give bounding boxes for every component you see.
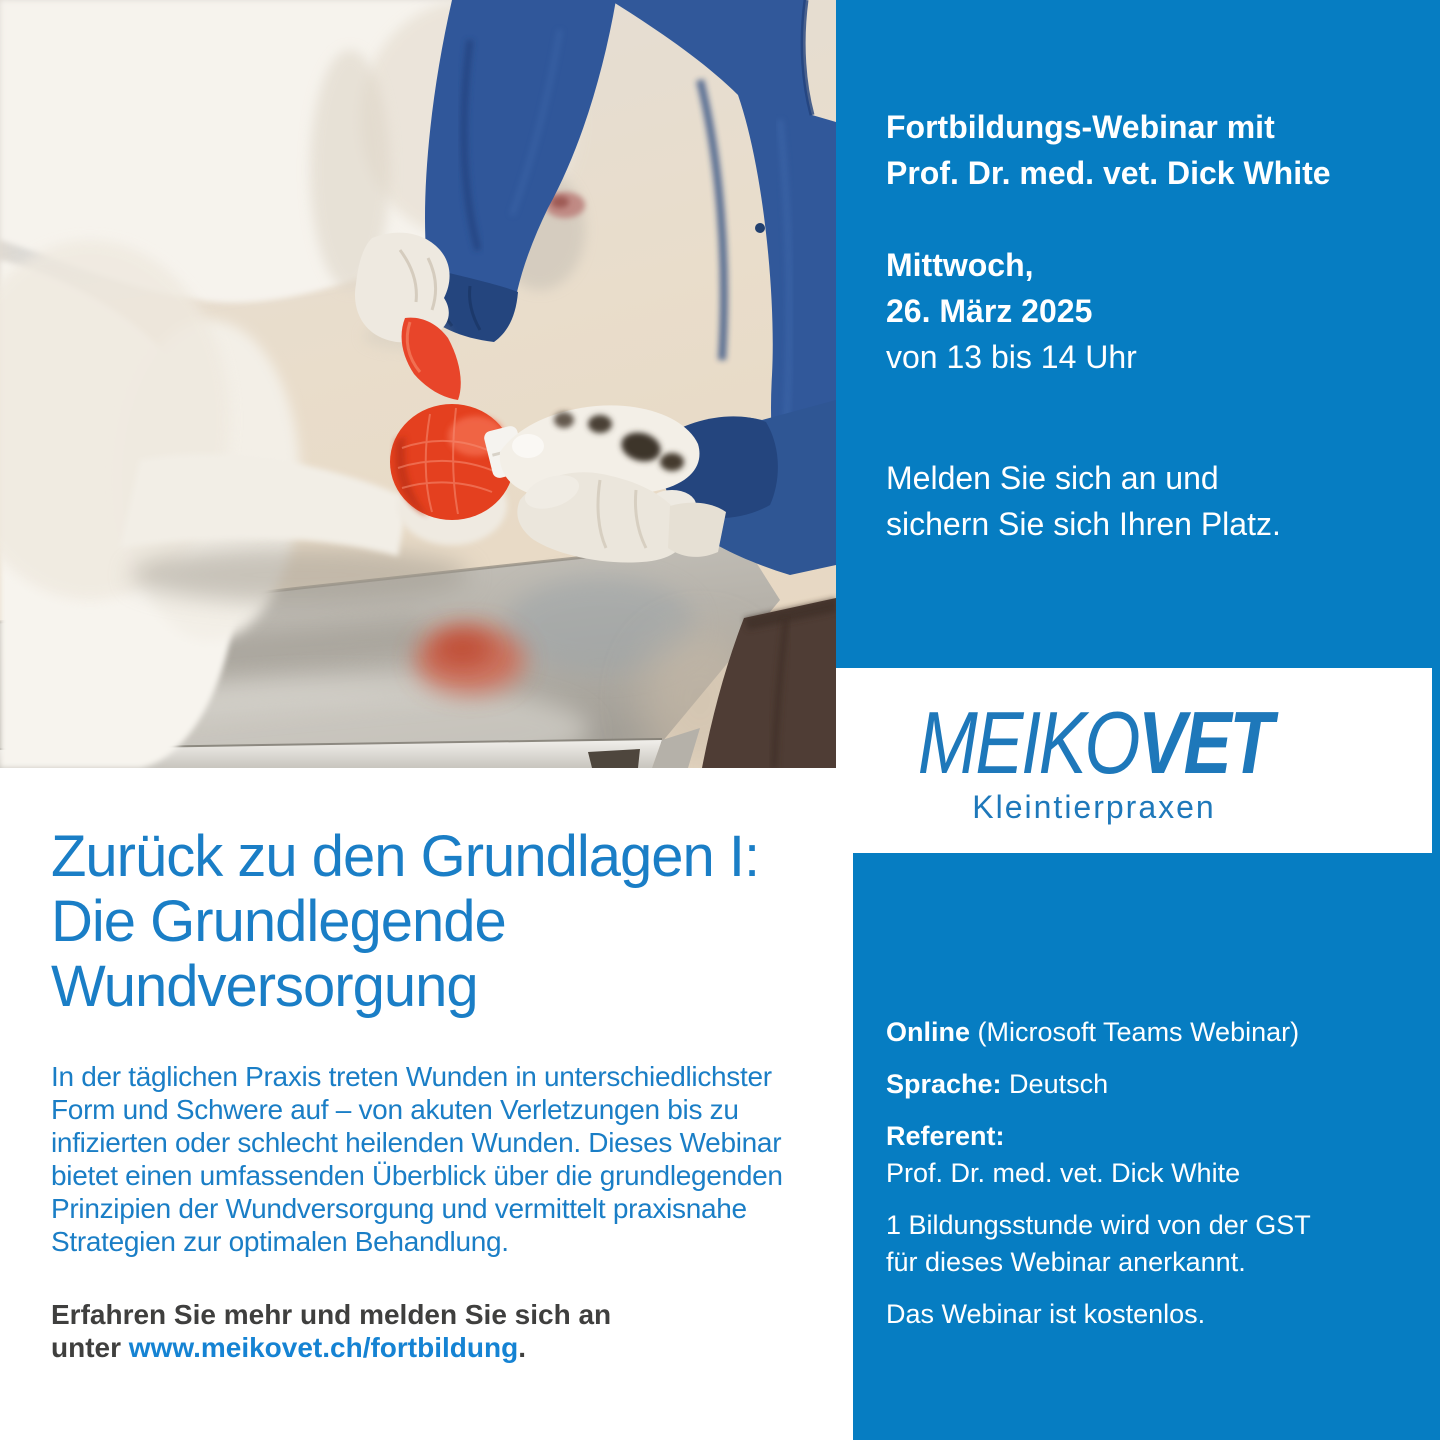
logo-tagline: Kleintierpraxen	[972, 788, 1216, 825]
blue-edge-sliver	[1432, 668, 1440, 853]
detail-speaker-label: Referent:	[886, 1121, 1005, 1151]
detail-language-value: Deutsch	[1001, 1069, 1109, 1099]
event-time: von 13 bis 14 Uhr	[886, 339, 1137, 375]
page-title-line1: Zurück zu den Grundlagen I:	[51, 824, 760, 889]
detail-language	[886, 1066, 1420, 1103]
detail-speaker	[886, 1118, 1420, 1192]
event-date-line: 26. März 2025	[886, 293, 1093, 329]
description-line: Form und Schwere auf – von akuten Verletzungen bis zu	[51, 1094, 739, 1125]
hero-photo	[0, 0, 836, 768]
event-info-panel	[836, 0, 1440, 668]
page-title-line3: Wundversorgung	[51, 954, 478, 1019]
event-intro	[886, 104, 1331, 196]
detail-location-label: Online	[886, 1017, 971, 1047]
event-date	[886, 242, 1137, 380]
description-line: In der täglichen Praxis treten Wunden in unterschiedlichster	[51, 1061, 772, 1092]
brand-light: MEIKO	[917, 692, 1138, 792]
registration-link[interactable]: www.meikovet.ch/fortbildung	[128, 1332, 519, 1363]
table-leg	[588, 749, 640, 768]
description-line: bietet einen umfassenden Überblick über die grundlegenden	[51, 1160, 783, 1191]
detail-credit-line2: für dieses Webinar anerkannt.	[886, 1247, 1246, 1277]
event-weekday: Mittwoch,	[886, 247, 1034, 283]
description-paragraph	[51, 1060, 783, 1258]
signup-cta-line1: Erfahren Sie mehr und melden Sie sich an	[51, 1299, 612, 1330]
description-line: Prinzipien der Wundversorgung und vermittelt praxisnahe	[51, 1193, 747, 1224]
event-cta	[886, 455, 1281, 547]
logo-band	[836, 668, 1432, 853]
event-intro-line2: Prof. Dr. med. vet. Dick White	[886, 155, 1331, 191]
signup-cta-line2	[51, 1331, 611, 1364]
brand-bold: VET	[1137, 692, 1271, 792]
meikovet-logo	[879, 692, 1310, 825]
detail-speaker-name: Prof. Dr. med. vet. Dick White	[886, 1158, 1241, 1188]
description-line: infizierten oder schlecht heilenden Wunden. Dieses Webinar	[51, 1127, 782, 1158]
meikovet-wordmark	[917, 692, 1271, 792]
detail-location-value: (Microsoft Teams Webinar)	[970, 1017, 1300, 1047]
detail-credit-line1: 1 Bildungsstunde wird von der GST	[886, 1210, 1311, 1240]
page-title	[51, 824, 759, 1019]
signup-cta-prefix: unter	[51, 1332, 129, 1363]
page-title-line2: Die Grundlegende	[51, 889, 506, 954]
details-panel	[853, 853, 1440, 1440]
detail-credit	[886, 1207, 1420, 1281]
detail-free-note: Das Webinar ist kostenlos.	[886, 1299, 1206, 1329]
description-line: Strategien zur optimalen Behandlung.	[51, 1226, 509, 1257]
detail-language-label: Sprache:	[886, 1069, 1002, 1099]
event-intro-line1: Fortbildungs-Webinar mit	[886, 109, 1275, 145]
event-cta-line2: sichern Sie sich Ihren Platz.	[886, 506, 1281, 542]
detail-location	[886, 1014, 1420, 1051]
event-cta-line1: Melden Sie sich an und	[886, 460, 1219, 496]
signup-cta	[51, 1298, 611, 1364]
signup-cta-suffix: .	[518, 1332, 526, 1363]
